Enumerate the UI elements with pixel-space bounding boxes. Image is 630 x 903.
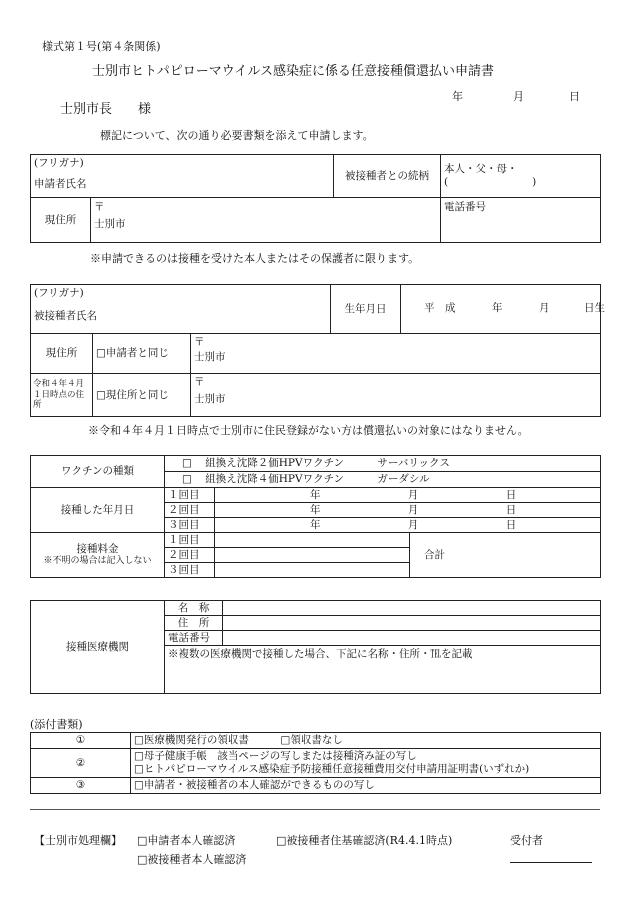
institution-phone-field[interactable] [223, 631, 601, 646]
fee-amount-1[interactable] [215, 533, 410, 548]
attachment-item-1[interactable]: □医療機関発行の領収書 □領収書なし [131, 733, 601, 749]
fee-label: 接種料金 [76, 543, 119, 556]
fee-total[interactable] [410, 533, 601, 578]
fee-label-cell [31, 533, 165, 578]
dose-2-month: 月 [407, 503, 419, 516]
fee-amount-3[interactable] [215, 563, 410, 578]
vaccine-checkbox-2[interactable]: □ [182, 473, 192, 486]
vaccine-option-2[interactable] [165, 472, 601, 488]
attachment-item-3[interactable]: □申請者・被接種者の本人確認ができるものの写し [131, 778, 601, 794]
dose-label-1: １回目 [165, 488, 215, 503]
applicant-city: 士別市 [94, 217, 126, 230]
dose-date-2[interactable] [215, 503, 601, 518]
attachments-header: (添付書類) [30, 718, 83, 731]
vaccine-name-2: 組換え沈降４価HPVワクチン [205, 473, 345, 486]
dob-day: 日生 [584, 302, 606, 314]
past-address-label: 令和４年４月１日時点の住所 [31, 374, 93, 417]
dob-label: 生年月日 [331, 285, 401, 334]
institution-table [30, 600, 601, 694]
institution-address-label: 住 所 [165, 616, 223, 631]
office-receiver-label: 受付者 [510, 834, 543, 847]
fee-note: ※不明の場合は記入しない [43, 555, 152, 566]
office-applicant-check[interactable]: □申請者本人確認済 [137, 834, 236, 847]
dose-2-year: 年 [310, 503, 321, 516]
applicant-postal-mark: 〒 [94, 201, 105, 213]
fee-amount-2[interactable] [215, 548, 410, 563]
receiver-signature-line[interactable] [510, 862, 592, 863]
section-divider [30, 809, 600, 810]
dose-1-day: 日 [505, 488, 517, 501]
attachment-item-2-line-2: □ヒトパピローマウイルス感染症予防接種任意接種費用交付申請用証明書(いずれか) [134, 763, 530, 775]
institution-label: 接種医療機関 [31, 601, 165, 694]
institution-address-field[interactable] [223, 616, 601, 631]
dose-3-day: 日 [505, 518, 517, 531]
applicant-note: ※申請できるのは接種を受けた本人またはその保護者に限ります。 [90, 252, 420, 265]
dob-field[interactable] [401, 285, 606, 334]
vaccine-checkbox-1[interactable]: □ [182, 457, 192, 470]
date-month: 月 [513, 90, 524, 103]
institution-notes-field[interactable] [165, 646, 601, 694]
addressee: 士別市長 様 [60, 102, 152, 117]
vaccine-option-1[interactable] [165, 456, 601, 472]
fee-dose-label-3: ３回目 [165, 563, 215, 578]
dose-2-day: 日 [505, 503, 517, 516]
dose-3-month: 月 [407, 518, 419, 531]
recipient-address-label: 現住所 [31, 334, 93, 374]
dose-1-month: 月 [407, 488, 419, 501]
past-address-field[interactable] [191, 374, 601, 417]
attachments-table [30, 732, 601, 794]
applicant-name-label: 申請者氏名 [34, 177, 87, 190]
recipient-table [30, 284, 606, 417]
institution-phone-label: 電話番号 [165, 631, 223, 646]
dose-label-3: ３回目 [165, 518, 215, 533]
recipient-note: ※令和４年４月１日時点で士別市に住民登録がない方は償還払いの対象にはなりません。 [88, 424, 529, 437]
fee-dose-label-2: ２回目 [165, 548, 215, 563]
office-resident-check[interactable]: □被接種者住基確認済(R4.4.1時点) [276, 834, 453, 847]
dose-date-1[interactable] [215, 488, 601, 503]
same-as-current-checkbox[interactable]: □現住所と同じ [93, 374, 191, 417]
relation-label: 被接種者との続柄 [334, 155, 441, 198]
vaccine-name-1: 組換え沈降２価HPVワクチン [205, 457, 345, 470]
dose-1-year: 年 [310, 488, 321, 501]
recipient-postal-mark: 〒 [194, 336, 205, 348]
vaccine-type-label: ワクチンの種類 [31, 456, 165, 488]
past-postal-mark: 〒 [194, 376, 205, 388]
fee-dose-label-1: １回目 [165, 533, 215, 548]
office-recipient-check[interactable]: □被接種者本人確認済 [137, 853, 247, 866]
fee-total-label: 合計 [424, 548, 445, 561]
dose-label-2: ２回目 [165, 503, 215, 518]
attachment-num-1: ① [31, 733, 131, 749]
recipient-address-field[interactable] [191, 334, 601, 374]
dob-month: 月 [539, 302, 550, 314]
same-as-applicant-checkbox[interactable]: □申請者と同じ [93, 334, 191, 374]
vaccine-brand-2: ガーダシル [377, 473, 430, 486]
dob-year: 年 [492, 302, 503, 314]
attachment-num-3: ③ [31, 778, 131, 794]
attachment-item-2[interactable] [131, 749, 601, 778]
institution-name-label: 名 称 [165, 601, 223, 616]
applicant-furigana-label: (フリガナ) [34, 157, 84, 169]
institution-name-field[interactable] [223, 601, 601, 616]
applicant-address-label: 現住所 [31, 198, 91, 243]
dob-era: 平 成 [424, 302, 456, 314]
office-label: 【士別市処理欄】 [34, 834, 122, 847]
form-number: 様式第１号(第４条関係) [42, 40, 161, 53]
vaccine-brand-1: サーバリックス [377, 457, 450, 470]
recipient-name-label: 被接種者氏名 [34, 309, 97, 322]
vaccine-table [30, 455, 601, 578]
recipient-name-cell[interactable] [31, 285, 331, 334]
date-day: 日 [569, 90, 580, 103]
vaccination-date-label: 接種した年月日 [31, 488, 165, 533]
attachment-item-2-line-1: □母子健康手帳 該当ページの写しまたは接種済み証の写し [134, 750, 417, 763]
attachment-num-2: ② [31, 749, 131, 778]
dose-date-3[interactable] [215, 518, 601, 533]
applicant-phone-field[interactable] [441, 198, 601, 243]
applicant-address-field[interactable] [91, 198, 441, 243]
institution-note: ※複数の医療機関で接種した場合、下記に名称・住所・℡を記載 [168, 648, 473, 660]
relation-options[interactable]: 本人・父・母・( ) [441, 155, 601, 198]
applicant-name-cell[interactable] [31, 155, 334, 198]
recipient-city: 士別市 [194, 350, 226, 363]
applicant-table [30, 154, 601, 243]
past-city: 士別市 [194, 392, 226, 405]
page-title: 士別市ヒトパピローマウイルス感染症に係る任意接種償還払い申請書 [92, 64, 494, 79]
applicant-phone-label: 電話番号 [444, 201, 486, 213]
date-year: 年 [452, 90, 463, 103]
dose-3-year: 年 [310, 518, 321, 531]
intro-text: 標記について、次の通り必要書類を添えて申請します。 [100, 129, 374, 142]
recipient-furigana-label: (フリガナ) [34, 287, 84, 299]
